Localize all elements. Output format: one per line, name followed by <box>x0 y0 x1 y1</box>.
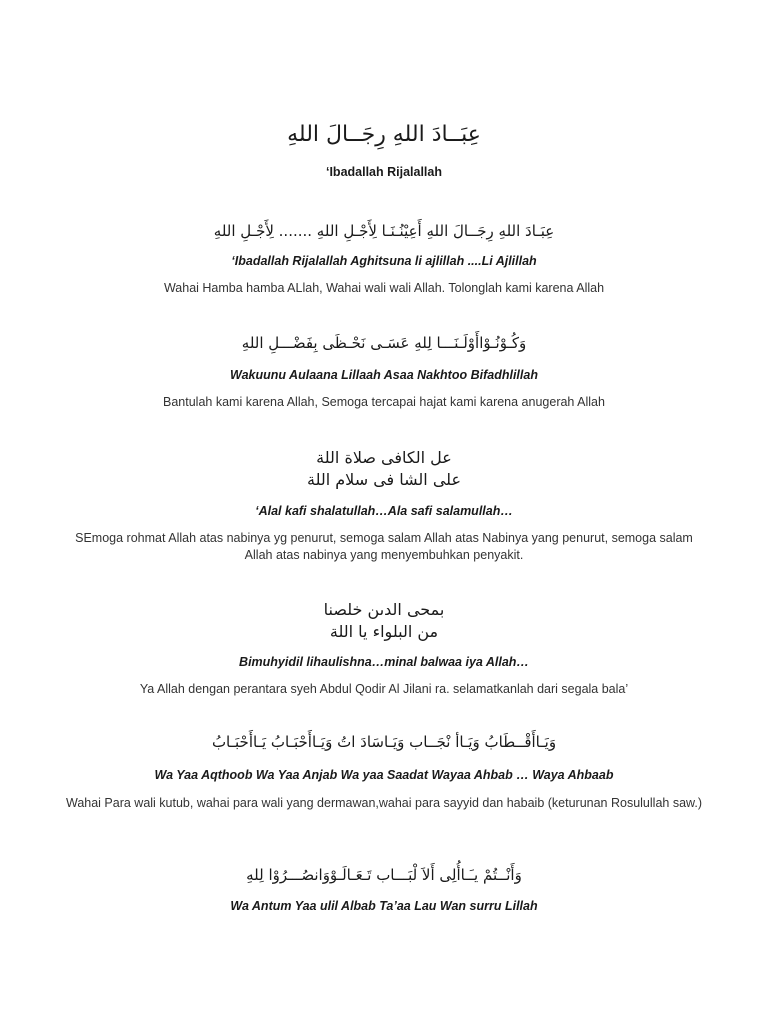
verse-1-arabic: عِبَـادَ اللهِ رِجَــالَ اللهِ أَعِيْنُـنَـا لِأَجْـلِ اللهِ ....... لِأَجْـلِ اللهِ <box>213 222 555 240</box>
verse-2-arabic: وَكُـوْنُـوْاأَوْلَـنَـــا لِلهِ عَسَـى نَحْـظَى بِفَضْـــلِ اللهِ <box>241 334 527 352</box>
verse-4-latin: Bimuhyidil lihaulishna…minal balwaa iya Allah… <box>239 655 529 669</box>
title-latin: ‘Ibadallah Rijalallah <box>325 165 442 179</box>
verse-5-meaning: Wahai Para wali kutub, wahai para wali yang dermawan,wahai para sayyid dan habaib (keturunan Rosulullah saw.) <box>65 796 702 810</box>
verse-3-arabic-line-2: على الشا فى سلام اللة <box>306 470 462 489</box>
verse-2-meaning: Bantulah kami karena Allah, Semoga tercapai hajat kami karena anugerah Allah <box>163 395 605 409</box>
verse-6-latin: Wa Antum Yaa ulil Albab Ta’aa Lau Wan surru Lillah <box>230 899 538 913</box>
verse-6-arabic: وَأَنْــتُمْ يـَـاأُلِى أَلاَ لْبَـــاب تَـعَـالَـوْوَانصُـــرُوْا لِلهِ <box>246 866 522 884</box>
verse-4-arabic-line-2: من البلواء يا اللة <box>329 622 439 641</box>
verse-5-latin: Wa Yaa Aqthoob Wa Yaa Anjab Wa yaa Saadat Wayaa Ahbab … Waya Ahbaab <box>154 768 614 782</box>
verse-3-meaning: SEmoga rohmat Allah atas nabinya yg penurut, semoga salam Allah atas Nabinya yang penurut, semoga salam Allah atas nabinya yang menyembuhkan penyakit. <box>75 531 693 562</box>
verse-5-arabic: وَيَـاأَقْــطَابُ وَيَـاأ نْجَــاب وَيَـاسَادَ اتُ وَيَـاأَحْبَـابُ يَـاأَحْبَـابُ <box>211 733 557 751</box>
verse-4-arabic-line-1: بمحى الدىن خلصنا <box>323 600 445 619</box>
verse-1-latin: ‘Ibadallah Rijalallah Aghitsuna li ajlillah ....Li Ajlillah <box>231 254 537 268</box>
verse-3-latin: ‘Alal kafi shalatullah…Ala safi salamullah… <box>255 504 513 518</box>
verse-3-arabic-line-1: عل الكافى صلاة اللة <box>316 448 452 467</box>
verse-1-meaning: Wahai Hamba hamba ALlah, Wahai wali wali Allah. Tolonglah kami karena Allah <box>163 281 605 295</box>
verse-4-meaning: Ya Allah dengan perantara syeh Abdul Qodir Al Jilani ra. selamatkanlah dari segala bala’ <box>139 682 629 696</box>
verse-2-latin: Wakuunu Aulaana Lillaah Asaa Nakhtoo Bifadhlillah <box>230 368 538 382</box>
title-arabic: عِبَــادَ اللهِ رِجَــالَ اللهِ <box>287 122 481 147</box>
